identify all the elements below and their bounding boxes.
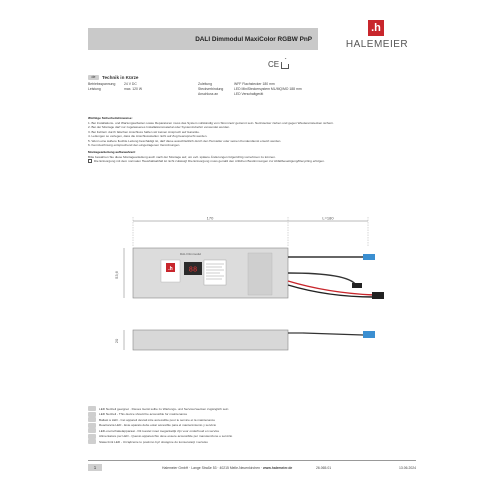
list-item: Reactancia LED - Este aparato debe estar accesible para el mantenimiento y servicio bbox=[88, 423, 416, 429]
safety-item: 4. Leitungen so verlegen, dass die Anschlussstellen nicht auf Zug beansprucht werden. bbox=[88, 134, 208, 138]
technical-drawing bbox=[88, 215, 416, 365]
title-bar bbox=[88, 28, 318, 50]
connector-black bbox=[352, 283, 362, 288]
logo-mark: .h bbox=[368, 20, 384, 36]
page-number: 1 bbox=[88, 464, 102, 471]
module-side-view bbox=[133, 330, 288, 350]
spec-row: Zuleitung WFF Flachstecker 180 mm bbox=[198, 82, 275, 86]
led-driver-icon bbox=[88, 412, 96, 417]
spec-list-right bbox=[198, 82, 302, 98]
terminal-block bbox=[248, 253, 272, 295]
disposal-note: Die Entsorgung mit dem normalen Haushaltsabfall ist nicht zulässig! Die Entsorgung muss gemäß den örtlichen Bestimmungen zur Abfallbeseitigung/Recycling erfolgen. bbox=[88, 159, 416, 164]
led-driver-icon bbox=[88, 428, 96, 433]
keep-instructions-text: Bitte bewahren Sie diese Montageanleitung auch nach der Montage auf, um evtl. spätere Änderungen folgerichtig vornehmen zu können. bbox=[88, 154, 276, 159]
connector-black-2 bbox=[372, 292, 384, 299]
company-address: Halemeier GmbH · Lange Straße 53 · 40215 Melle-Neuenkirchen · www.halemeier.de bbox=[162, 465, 293, 470]
document-title: DALI Dimmodul MaxiColor RGBW PnP bbox=[195, 35, 312, 43]
logo-name: HALEMEIER bbox=[345, 39, 409, 50]
list-item: Ballast à LED - Cet appareil devrait être accessible pour le service et la maintenance bbox=[88, 417, 416, 423]
safety-item: 5. Wenn eine äußere flexible Leitung beschädigt ist, darf diese ausschließlich durch den Hersteller oder seinen Kundendienst ersetzt werden. bbox=[88, 138, 282, 143]
svg-text:.h: .h bbox=[168, 266, 173, 272]
website-link[interactable]: www.halemeier.de bbox=[263, 465, 293, 470]
list-item: LED Netzteil geeignet · Dieses Gerät sollte zu Wartungs- und Servicezwecken zugänglich sein bbox=[88, 406, 416, 412]
device-label: DALI Dimmodul bbox=[180, 252, 202, 256]
connector-blue bbox=[363, 254, 375, 260]
width-dimension: 170 bbox=[206, 215, 214, 221]
height-dimension: 53,6 bbox=[114, 271, 119, 279]
spec-list-left bbox=[88, 82, 142, 92]
ce-mark: CE bbox=[268, 60, 280, 69]
tech-title: Technik in Kürze bbox=[102, 75, 139, 80]
led-driver-icon bbox=[88, 423, 96, 428]
keep-instructions-title: Montageanleitung aufbewahren! bbox=[88, 150, 136, 154]
safety-notes bbox=[88, 116, 416, 164]
language-badge: de bbox=[88, 75, 99, 80]
document-page bbox=[88, 20, 416, 480]
doc-number: 26.065.01 bbox=[316, 465, 332, 470]
page-footer bbox=[88, 460, 416, 471]
side-cable bbox=[303, 333, 363, 335]
led-driver-icon bbox=[88, 417, 96, 422]
list-item: LED-voorschakelapparaat - Dit toestel moet toegankelijk zijn voor onderhoud en service bbox=[88, 428, 416, 434]
waste-bin-icon bbox=[88, 159, 92, 163]
safety-item: 2. Bei der Montage darf nur zugelassenes Installationsmaterial oder Systemzubehör verwendet werden. bbox=[88, 125, 231, 129]
display-readout: 88 bbox=[188, 265, 198, 274]
cable-dimension: L=180 bbox=[322, 215, 334, 221]
safety-item: 1. Bei Installations- und Wartungsarbeiten sowie Reparaturen muss das System vollständig vom Stromnetz getrennt sein. Netzstecker ziehen und gegen Wiedereinstecken sichern. bbox=[88, 120, 334, 125]
led-driver-icon bbox=[88, 439, 96, 444]
led-driver-icon bbox=[88, 434, 96, 439]
side-connector-blue bbox=[363, 331, 375, 338]
safety-item: 3. Bei Fehlern durch falschen Anschluss haften wir keinen Anspruch auf Garantie. bbox=[88, 129, 200, 134]
safety-title: Wichtige Sicherheitshinweise: bbox=[88, 116, 133, 120]
tech-heading bbox=[88, 75, 138, 80]
list-item: Alimentatore per LED - Questo apparecchio deve essere accessibile per manutenzione e servizio bbox=[88, 434, 416, 440]
certification-marks bbox=[268, 60, 289, 69]
spec-row: Steckverbindung LED MiniSteckersystem ML/MQ/MO 188 mm bbox=[198, 87, 302, 92]
spec-row: Anschluss an LED Verschaltgerät bbox=[198, 92, 264, 97]
depth-dimension: 20 bbox=[114, 338, 119, 344]
spec-row: Leistung max. 120 W bbox=[88, 87, 143, 92]
safety-item: 6. Kennzeichnung entsprechend den eingetragenen Verordnungen. bbox=[88, 143, 181, 147]
list-item: Statecznik LED - Urządzenie to powinno być dostępne do konserwacji i serwisu bbox=[88, 439, 416, 445]
spec-row: Betriebsspannung 24 V DC bbox=[88, 82, 137, 86]
brand-logo bbox=[338, 20, 416, 60]
compliance-icons bbox=[88, 406, 416, 445]
list-item: LED Netzteil - This device should be accessible for maintenance bbox=[88, 412, 416, 418]
doc-date: 13.06.2024 bbox=[399, 465, 416, 470]
indoor-use-icon bbox=[281, 62, 289, 69]
led-driver-icon bbox=[88, 406, 96, 411]
